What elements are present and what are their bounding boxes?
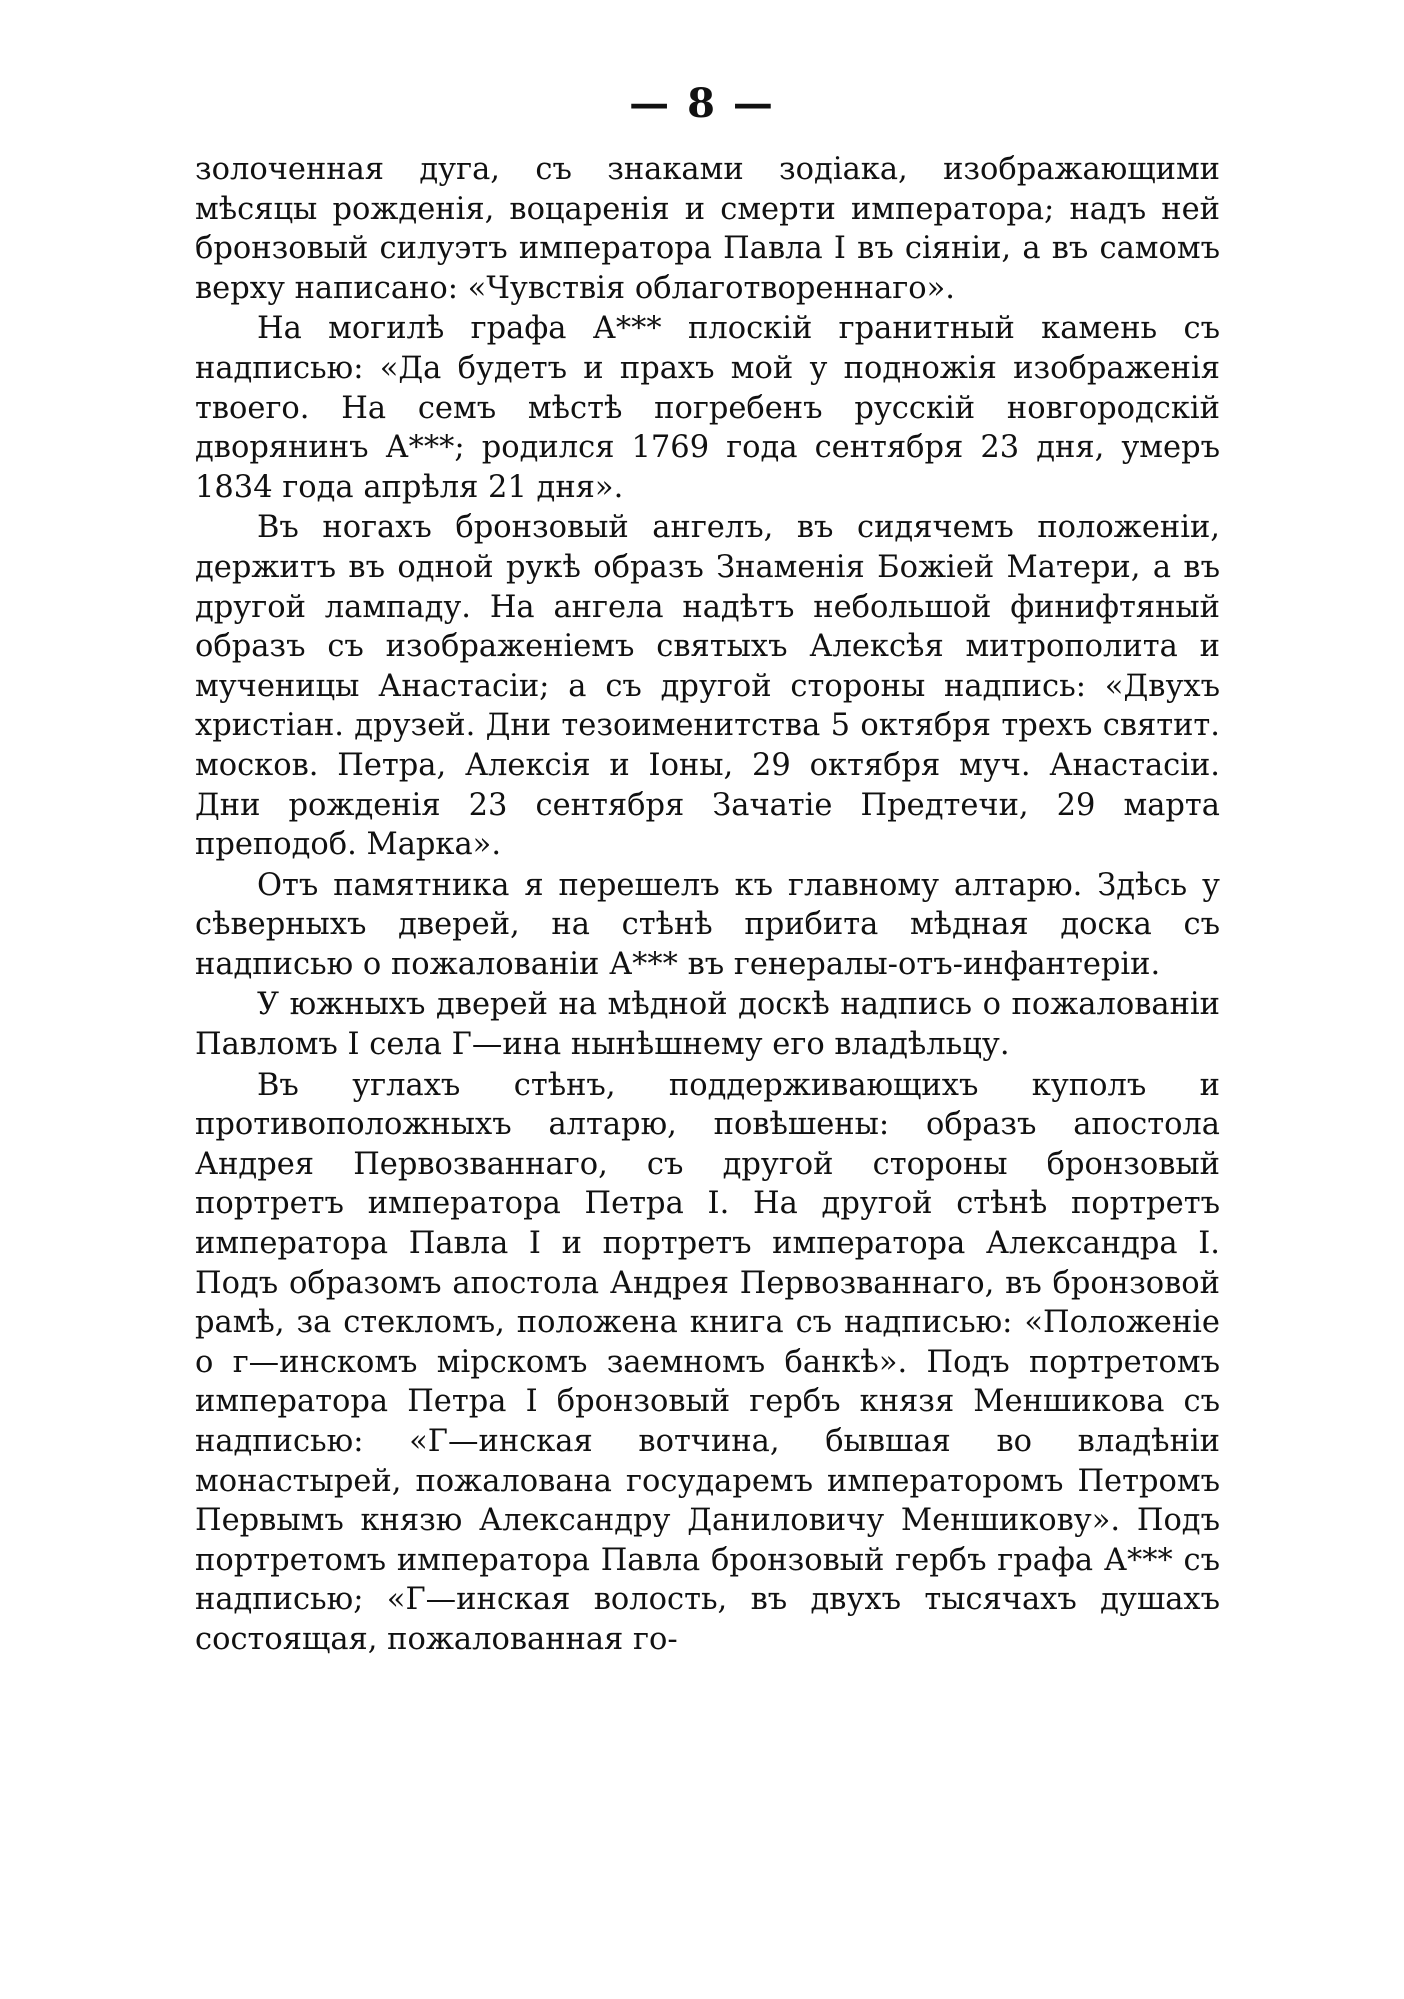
paragraph-bronze-angel: Въ ногахъ бронзовый ангелъ, въ сидячемъ положеніи, держитъ въ одной рукѣ образъ Знаменія Божіей Матери, а въ другой лампаду. На ангела надѣтъ небольшой финифтяный образъ съ изображеніемъ святыхъ Алексѣя митрополита и мученицы Анастасіи; а съ другой стороны надпись: «Двухъ христіан. друзей. Дни тезоименитства 5 октября трехъ святит. москов. Петра, Алексія и Іоны, 29 октября муч. Анастасіи. Дни рожденія 23 сентября Зачатіе Предтечи, 29 марта преподоб. Марка». (195, 510, 1220, 863)
page-number: — 8 — (629, 80, 775, 127)
paragraph-continuation: золоченная дуга, съ знаками зодіака, изображающими мѣсяцы рожденія, воцаренія и смерти императора; надъ ней бронзовый силуэтъ императора Павла I въ сіяніи, а въ самомъ верху написано: «Чувствія облаготвореннаго». (195, 152, 1220, 306)
body-text (195, 150, 1220, 1661)
paragraph-southern-doors: У южныхъ дверей на мѣдной доскѣ надпись о пожалованіи Павломъ I села Г—ина нынѣшнему его владѣльцу. (195, 987, 1220, 1063)
paragraph-main-altar: Отъ памятника я перешелъ къ главному алтарю. Здѣсь у сѣверныхъ дверей, на стѣнѣ прибита мѣдная доска съ надписью о пожалованіи А*** въ генералы-отъ-инфантеріи. (195, 867, 1220, 982)
paragraph-wall-corners: Въ углахъ стѣнъ, поддерживающихъ куполъ и противоположныхъ алтарю, повѣшены: образъ апостола Андрея Первозваннаго, съ другой стороны бронзовый портретъ императора Петра I. На другой стѣнѣ портретъ императора Павла I и портретъ императора Александра I. Подъ образомъ апостола Андрея Первозваннаго, въ бронзовой рамѣ, за стекломъ, положена книга съ надписью: «Положеніе о г—инскомъ мірскомъ заемномъ банкѣ». Подъ портретомъ императора Петра I бронзовый гербъ князя Меншикова съ надписью: «Г—инская вотчина, бывшая во владѣніи монастырей, пожалована государемъ императоромъ Петромъ Первымъ князю Александру Даниловичу Меншикову». Подъ портретомъ императора Павла бронзовый гербъ графа А*** съ надписью; «Г—инская волость, въ двухъ тысячахъ душахъ состоящая, пожалованная го- (195, 1067, 1220, 1657)
paragraph-grave-inscription: На могилѣ графа А*** плоскій гранитный камень съ надписью: «Да будетъ и прахъ мой у подножія изображенія твоего. На семъ мѣстѣ погребенъ русскій новгородскій дворянинъ А***; родился 1769 года сентября 23 дня, умеръ 1834 года апрѣля 21 дня». (195, 311, 1220, 505)
